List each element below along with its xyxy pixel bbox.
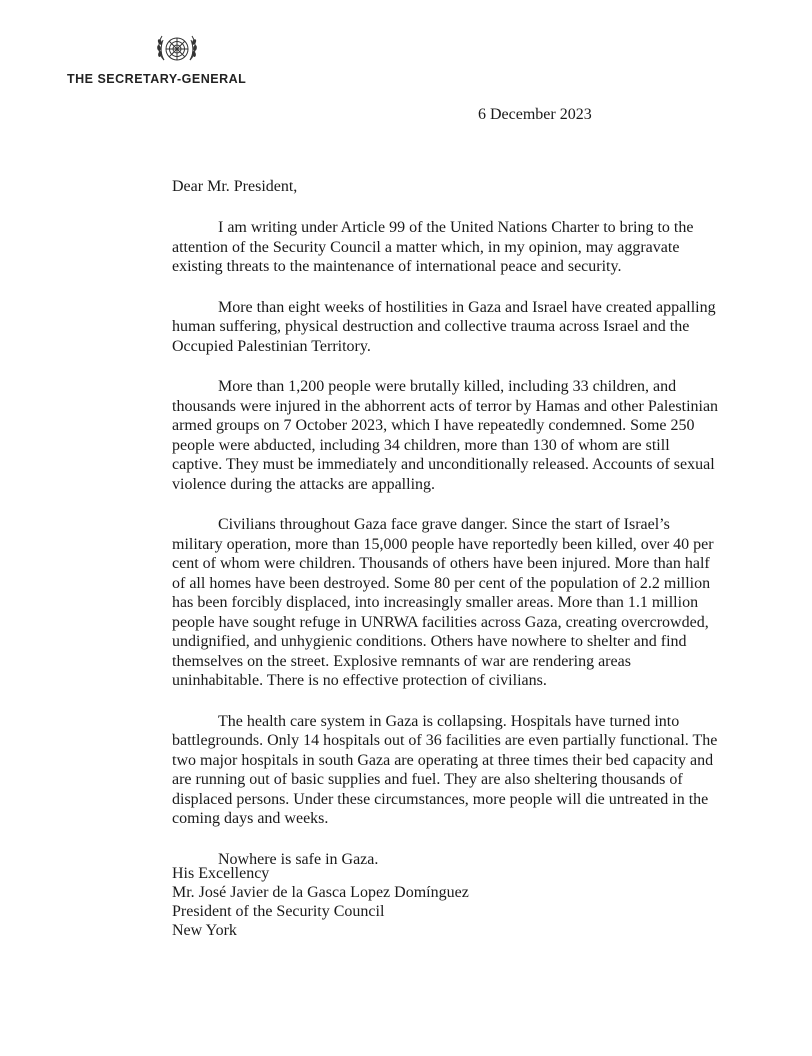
- letter-date: 6 December 2023: [478, 106, 592, 123]
- addressee-city: New York: [172, 922, 237, 939]
- paragraph: More than 1,200 people were brutally killed, including 33 children, and thousands were injured in the abhorrent acts of terror by Hamas and other Palestinian armed groups on 7 October 2023, which I have repeatedly condemned. Some 250 people were abducted, including 34 children, more than 130 of whom are still captive. They must be immediately and unconditionally released. Accounts of sexual violence during the attacks are appalling.: [172, 378, 719, 493]
- letterhead-title: THE SECRETARY-GENERAL: [67, 72, 247, 86]
- addressee-title: His Excellency: [172, 865, 270, 882]
- salutation: Dear Mr. President,: [172, 178, 298, 195]
- addressee-block: [172, 864, 469, 940]
- paragraph: Civilians throughout Gaza face grave danger. Since the start of Israel’s military operation, more than 15,000 people have reportedly been killed, over 40 per cent of whom were children. Thousands of others have been injured. More than half of all homes have been destroyed. Some 80 per cent of the population of 2.2 million has been forcibly displaced, into increasingly smaller areas. More than 1.1 million people have sought refuge in UNRWA facilities across Gaza, creating overcrowded, undignified, and unhygienic conditions. Others have nowhere to shelter and find themselves on the street. Explosive remnants of war are rendering areas uninhabitable. There is no effective protection of civilians.: [172, 516, 714, 689]
- letter-body: [172, 218, 720, 890]
- un-emblem-icon: [152, 30, 202, 72]
- addressee-position: President of the Security Council: [172, 903, 385, 920]
- paragraph: Nowhere is safe in Gaza.: [218, 850, 379, 868]
- addressee-name: Mr. José Javier de la Gasca Lopez Domínguez: [172, 884, 469, 901]
- paragraph: More than eight weeks of hostilities in Gaza and Israel have created appalling human suffering, physical destruction and collective trauma across Israel and the Occupied Palestinian Territory.: [172, 298, 716, 355]
- paragraph: I am writing under Article 99 of the United Nations Charter to bring to the attention of the Security Council a matter which, in my opinion, may aggravate existing threats to the maintenance of international peace and security.: [172, 219, 694, 275]
- paragraph: The health care system in Gaza is collapsing. Hospitals have turned into battlegrounds. Only 14 hospitals out of 36 facilities are even partially functional. The two major hospitals in south Gaza are operating at three times their bed capacity and are running out of basic supplies and fuel. They are also sheltering thousands of displaced persons. Under these circumstances, more people will die untreated in the coming days and weeks.: [172, 712, 718, 827]
